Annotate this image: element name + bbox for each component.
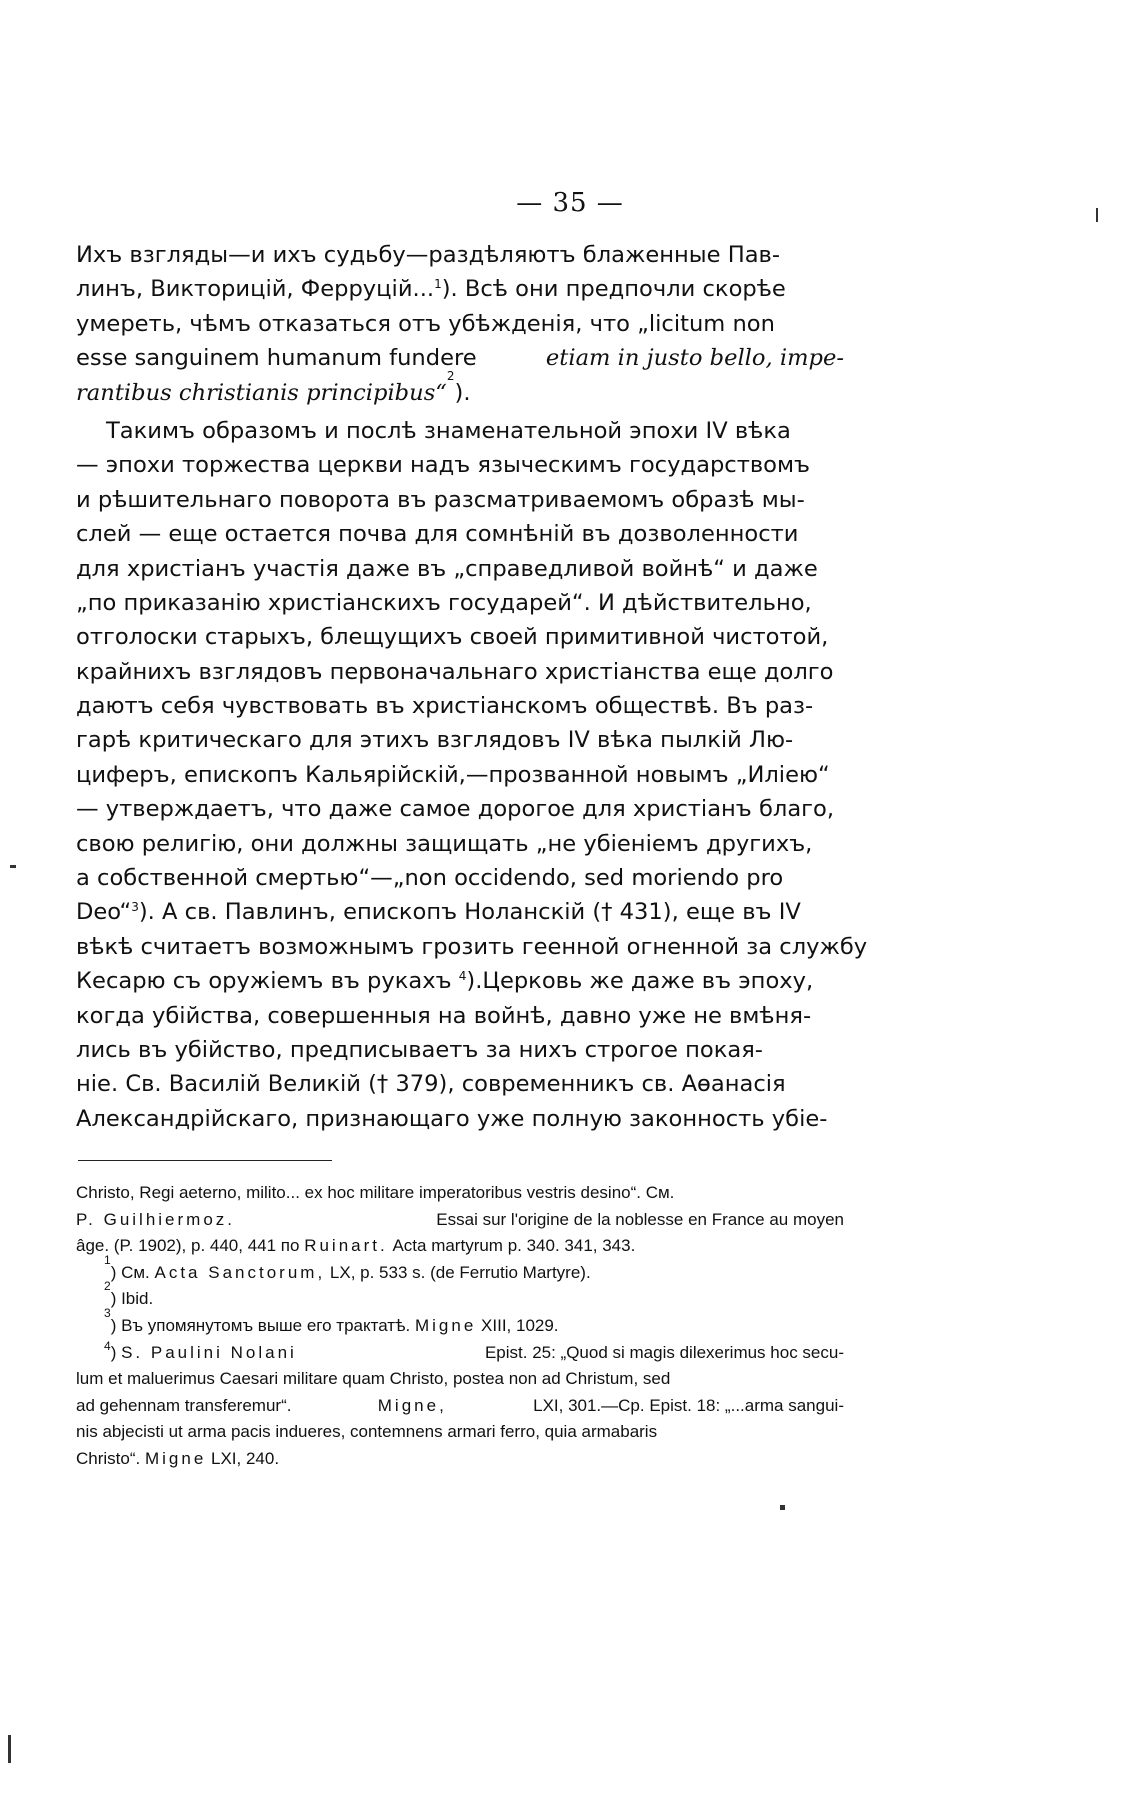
footnote-ref[interactable]: 1 — [434, 277, 442, 292]
text-line: крайнихъ взглядовъ первоначальнаго христіанства еще долго — [76, 658, 834, 685]
text-line: слей — еще остается почва для сомнѣній въ дозволенности — [76, 521, 799, 548]
footnote-ref[interactable]: 3 — [131, 900, 139, 915]
scan-speck — [1096, 208, 1098, 222]
text-line: когда убійства, совершенныя на войнѣ, давно уже не вмѣня- — [76, 1002, 812, 1029]
scan-speck — [780, 1505, 785, 1510]
footnote-line: Christo“. Migne LXI, 240. — [76, 1448, 280, 1468]
footnote-line: P. Guilhiermoz. Essai sur l'origine de la noblesse en France au moyen — [76, 1209, 844, 1229]
text-line: Кесарю съ оружіемъ въ рукахъ $^4$).Церковь же даже въ эпоху, — [76, 968, 814, 995]
text-line: свою религію, они должны защищать „не убіеніемъ другихъ, — [76, 830, 813, 857]
text-line: rantibus christianis principibus“ 2 ). — [76, 376, 844, 410]
text-line: лись въ убійство, предписываетъ за нихъ строгое покая- — [76, 1036, 763, 1063]
text-line: циферъ, епископъ Кальярійскій,—прозванной новымъ „Иліею“ — [76, 761, 830, 788]
text-line: для христіанъ участія даже въ „справедливой войнѣ“ и даже — [76, 555, 818, 582]
footnote-4: $^4$) S. Paulini Nolani Epist. 25: „Quod si magis dilexerimus hoc secu- — [104, 1338, 844, 1362]
text-line: а собственной смертью“—„non occidendo, sed moriendo pro — [76, 865, 784, 892]
text-line: даютъ себя чувствовать въ христіанскомъ обществѣ. Въ раз- — [76, 693, 814, 720]
text-line: Такимъ образомъ и послѣ знаменательной эпохи IV вѣка — [106, 417, 791, 444]
footnote-separator — [78, 1160, 332, 1161]
text-line: Deo“$^3$). А св. Павлинъ, епископъ Ноланскій († 431), еще въ IV — [76, 899, 801, 926]
scan-speck — [8, 1735, 11, 1763]
text-line: Александрійскаго, признающаго уже полную законность убіе- — [76, 1105, 828, 1132]
text-line: и рѣшительнаго поворота въ разсматриваемомъ образѣ мы- — [76, 486, 805, 513]
footnote-3: 3 ) Въ упомянутомъ выше его трактатѣ. Migne XIII, 1029. — [104, 1305, 559, 1335]
text-line: вѣкѣ считаетъ возможнымъ грозить геенной огненной за службу — [76, 933, 868, 960]
text-line: отголоски старыхъ, блещущихъ своей примитивной чистотой, — [76, 624, 829, 651]
main-text — [76, 238, 868, 1136]
footnote-line: lum et maluerimus Caesari militare quam Christo, postea non ad Christum, sed — [76, 1369, 671, 1389]
footnote-2: 2 ) Ibid. — [104, 1279, 154, 1309]
text-line: гарѣ критическаго для этихъ взглядовъ IV вѣка пылкій Лю- — [76, 727, 794, 754]
footnote-line: nis abjecisti ut arma pacis indueres, contemnens armari ferro, quia armabaris — [76, 1422, 658, 1442]
footnote-1: 1 ) См. Acta Sanctorum, LX, p. 533 s. (de Ferrutio Martyre). — [104, 1252, 591, 1282]
text-line: — эпохи торжества церкви надъ языческимъ государствомъ — [76, 452, 811, 479]
footnote-ref[interactable]: 2 — [446, 368, 455, 383]
page-number: — 35 — — [516, 188, 624, 218]
footnote-line: ad gehennam transferemur“. Migne, LXI, 301.—Ср. Epist. 18: „...arma sangui- — [76, 1395, 844, 1415]
text-line: ніе. Св. Василій Великій († 379), современникъ св. Аѳанасія — [76, 1071, 786, 1098]
footnote-line: âge. (P. 1902), p. 440, 441 по Ruinart. Acta martyrum p. 340. 341, 343. — [76, 1236, 636, 1256]
text-line: „по приказанію христіанскихъ государей“. И дѣйствительно, — [76, 589, 812, 616]
text-line: умереть, чѣмъ отказаться отъ убѣжденія, что „licitum non — [76, 310, 775, 337]
text-line: esse sanguinem humanum fundere etiam in justo bello, impe- — [76, 345, 844, 372]
text-line: — утверждаетъ, что даже самое дорогое для христіанъ благо, — [76, 796, 835, 823]
footnote-line: Christo, Regi aeterno, milito... ex hoc militare imperatoribus vestris desino“. См. — [76, 1183, 675, 1202]
scan-speck — [10, 865, 16, 868]
text-line: Ихъ взгляды—и ихъ судьбу—раздѣляютъ блаженные Пав- — [76, 242, 781, 268]
footnote-ref[interactable]: 4 — [458, 969, 467, 984]
footnotes — [76, 1180, 844, 1473]
text-line: линъ, Викторицій, Ферруцій...$^1$). Всѣ они предпочли скорѣе — [76, 276, 786, 303]
